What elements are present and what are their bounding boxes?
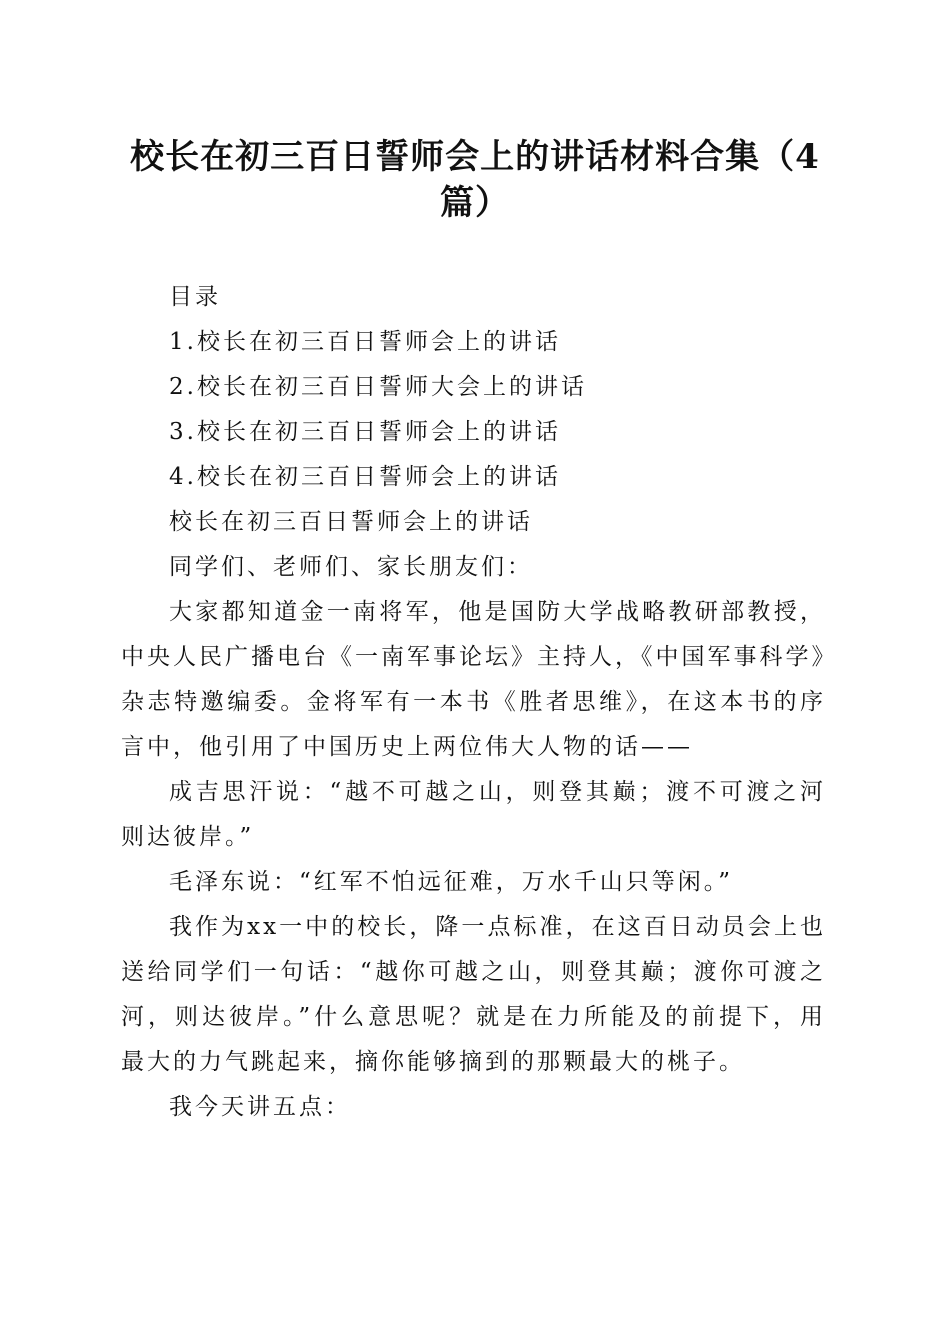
toc-item-1: 1.校长在初三百日誓师会上的讲话: [169, 329, 561, 355]
document-body: [121, 275, 826, 1130]
toc-item-4: 4.校长在初三百日誓师会上的讲话: [169, 464, 561, 490]
paragraph-five-points: 我今天讲五点：: [169, 1094, 351, 1120]
document-title: 校长在初三百日誓师会上的讲话材料合集（4篇）: [130, 137, 820, 223]
toc-heading: 目录: [169, 284, 221, 310]
toc-item-3: 3.校长在初三百日誓师会上的讲话: [169, 419, 561, 445]
paragraph-principal-message: 我作为xx一中的校长，降一点标准，在这百日动员会上也送给同学们一句话：“越你可越之山，则登其巅；渡你可渡之河，则达彼岸。”什么意思呢？就是在力所能及的前提下，用最大的力气跳起来，摘你能够摘到的那颗最大的桃子。: [121, 914, 826, 1075]
paragraph-genghis-quote: 成吉思汗说：“越不可越之山，则登其巅；渡不可渡之河则达彼岸。”: [121, 779, 826, 850]
paragraph-salutation: 同学们、老师们、家长朋友们：: [169, 554, 533, 580]
paragraph-mao-quote: 毛泽东说：“红军不怕远征难，万水千山只等闲。”: [169, 869, 734, 895]
section-title: 校长在初三百日誓师会上的讲话: [169, 509, 533, 535]
paragraph-intro: 大家都知道金一南将军，他是国防大学战略教研部教授，中央人民广播电台《一南军事论坛》主持人，《中国军事科学》杂志特邀编委。金将军有一本书《胜者思维》，在这本书的序言中，他引用了中国历史上两位伟大人物的话——: [121, 599, 826, 760]
toc-item-2: 2.校长在初三百日誓师大会上的讲话: [169, 374, 587, 400]
